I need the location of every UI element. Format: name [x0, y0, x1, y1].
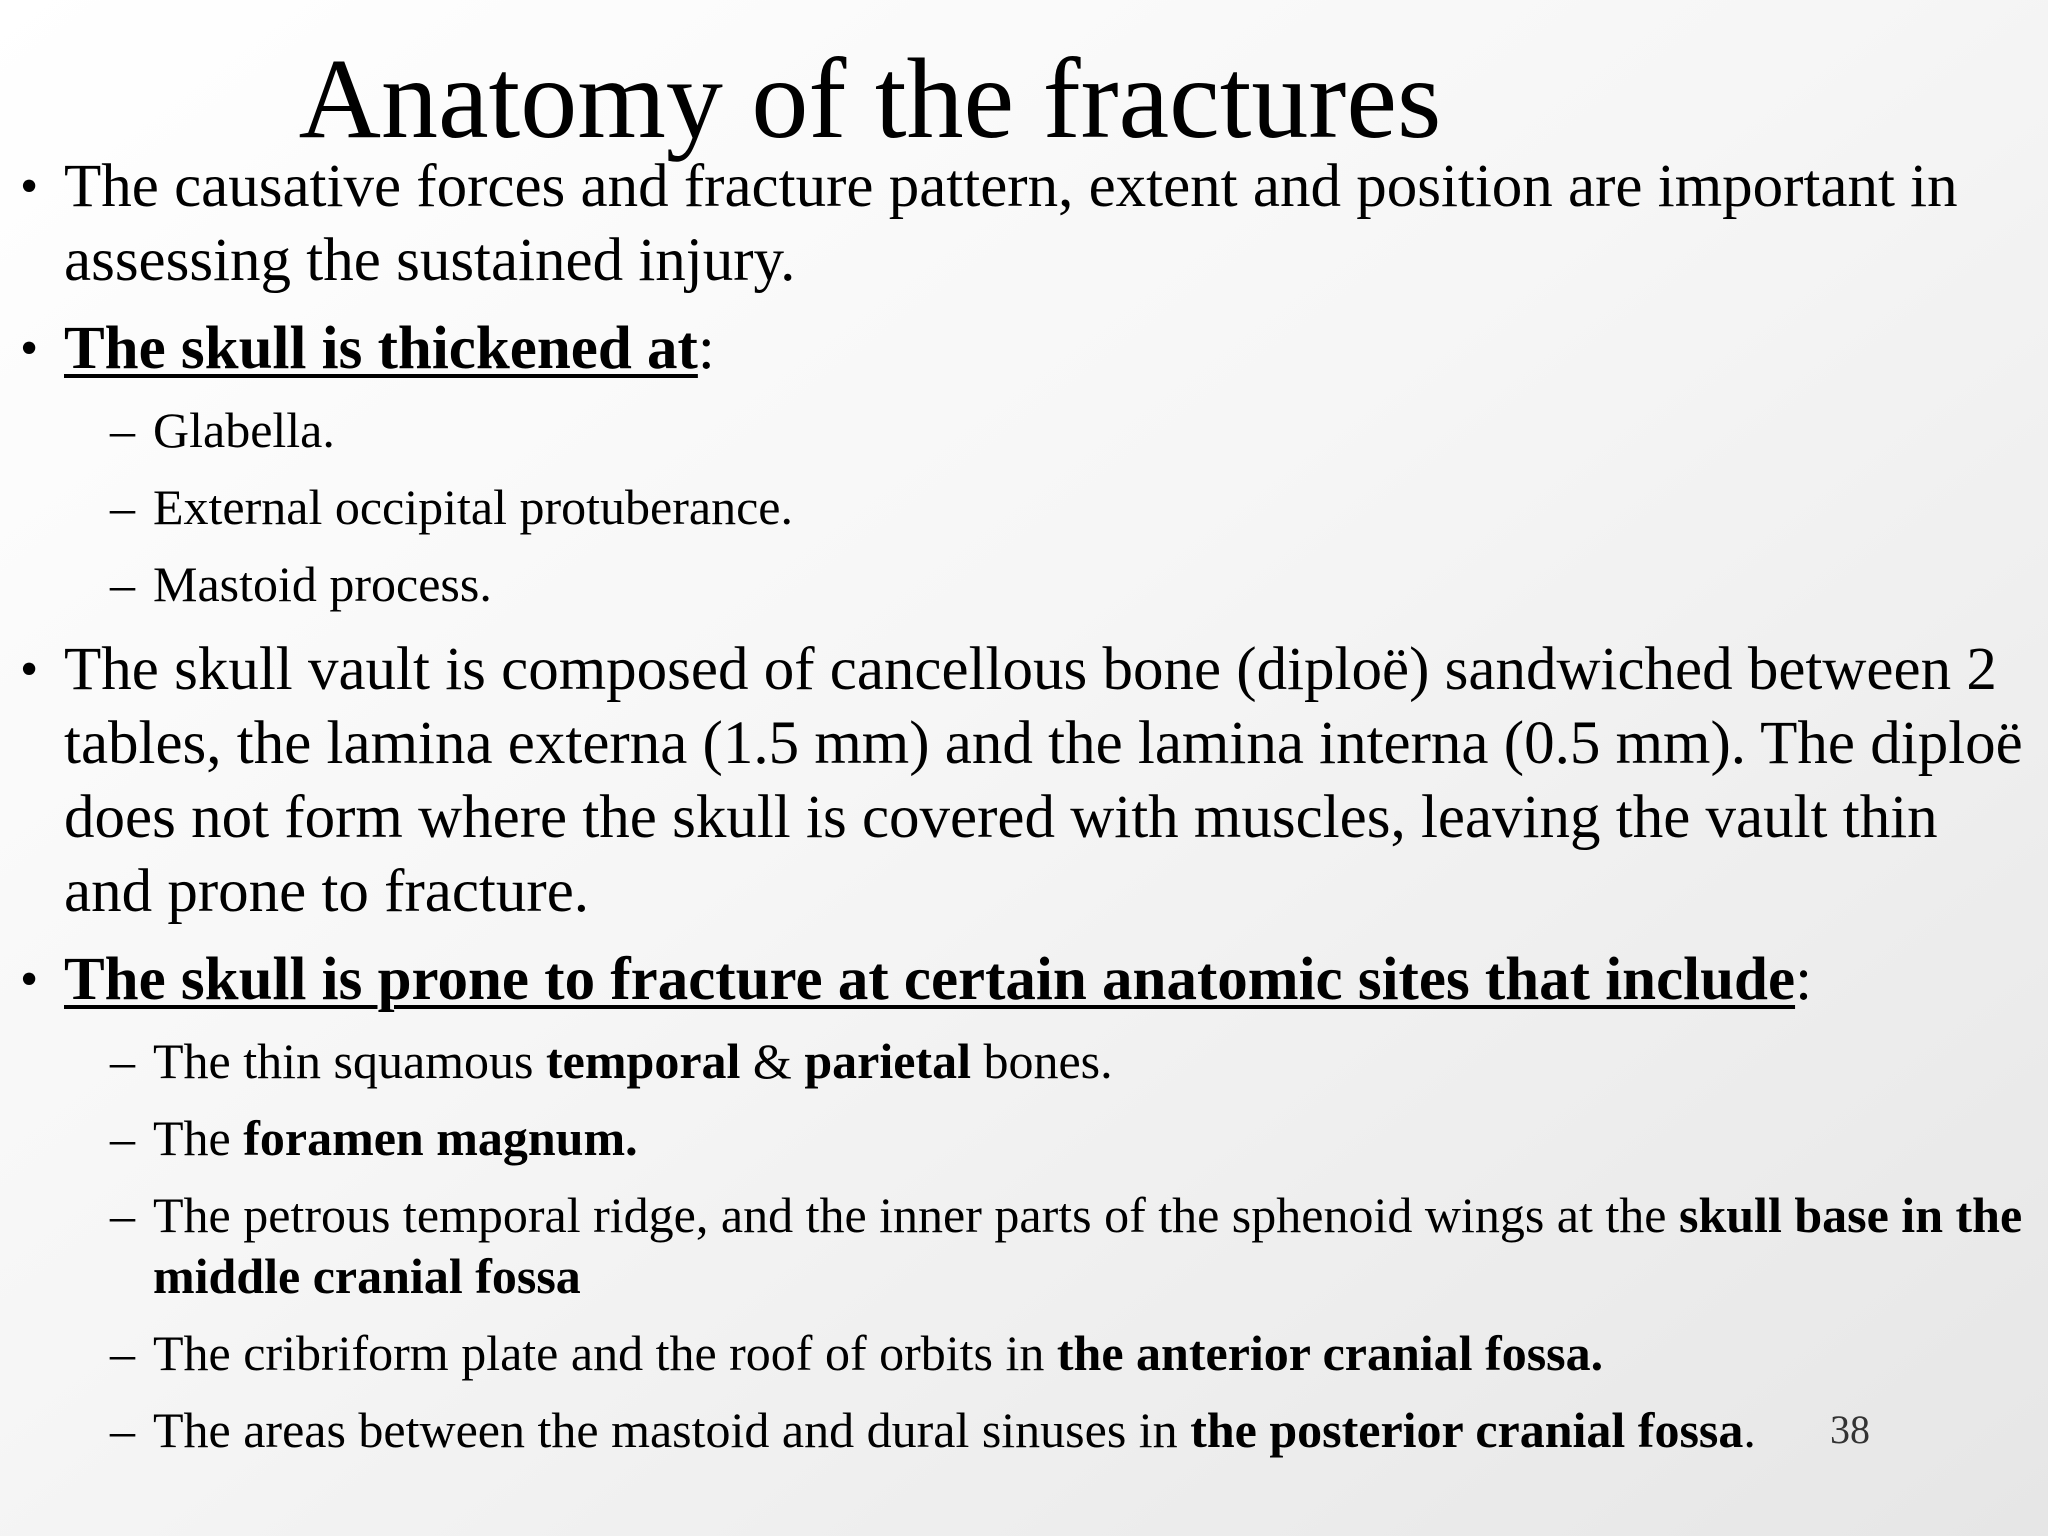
- list-item-text: Mastoid process.: [153, 556, 492, 612]
- list-item: [20, 400, 2030, 461]
- list-item-text: The areas between the mastoid and dural sinuses in: [153, 1402, 1191, 1458]
- list-item: [20, 1323, 2030, 1384]
- list-item: [20, 1108, 2030, 1169]
- list-item: [20, 554, 2030, 615]
- bullet-text: The causative forces and fracture pattern, extent and position are important in assessing the sustained injury.: [64, 153, 1958, 294]
- thickened-sites-list: [20, 400, 2030, 615]
- bullet-heading: The skull is prone to fracture at certain anatomic sites that include: [64, 946, 1796, 1013]
- list-item-text: The thin squamous: [153, 1033, 547, 1089]
- dash-icon: –: [110, 479, 135, 535]
- list-item-text: Glabella.: [153, 402, 335, 458]
- list-item-bold: foramen magnum.: [243, 1110, 638, 1166]
- bullet-text: The skull vault is composed of cancellous bone (diploë) sandwiched between 2 tables, the lamina externa (1.5 mm) and the lamina interna (0.5 mm). The diploë does not form where the skull is covered with muscles, leaving the vault thin and prone to fracture.: [64, 636, 2023, 925]
- list-item-bold: skull base in the middle cranial fossa: [153, 1187, 2023, 1304]
- list-item-text: The cribriform plate and the roof of orbits in: [153, 1325, 1057, 1381]
- bullet-skull-thickened: [20, 312, 2030, 386]
- list-item: [20, 1185, 2030, 1307]
- dash-icon: –: [110, 1325, 135, 1381]
- list-item-text: &: [740, 1033, 805, 1089]
- list-item-bold: parietal: [804, 1033, 971, 1089]
- page-number: 38: [1830, 1407, 1870, 1452]
- list-item: [20, 477, 2030, 538]
- list-item: [20, 1031, 2030, 1092]
- bullet-dot-icon: •: [20, 951, 39, 1008]
- dash-icon: –: [110, 556, 135, 612]
- dash-icon: –: [110, 1033, 135, 1089]
- bullet-heading-suffix: :: [697, 315, 715, 382]
- list-item-text: .: [1743, 1402, 1756, 1458]
- list-item-bold: the posterior cranial fossa: [1190, 1402, 1744, 1458]
- bullet-dot-icon: •: [20, 641, 39, 698]
- list-item-bold: temporal: [546, 1033, 741, 1089]
- bullet-prone-to-fracture: [20, 943, 2030, 1017]
- list-item-text: The petrous temporal ridge, and the inner parts of the sphenoid wings at the: [153, 1187, 1679, 1243]
- list-item: [20, 1400, 2030, 1461]
- list-item-text: bones.: [970, 1033, 1113, 1089]
- slide-title: Anatomy of the fractures: [298, 35, 1442, 162]
- dash-icon: –: [110, 1110, 135, 1166]
- dash-icon: –: [110, 1402, 135, 1458]
- bullet-dot-icon: •: [20, 158, 39, 215]
- bullet-dot-icon: •: [20, 320, 39, 377]
- bullet-causative-forces: [20, 150, 2030, 298]
- dash-icon: –: [110, 1187, 135, 1243]
- list-item-text: The: [153, 1110, 244, 1166]
- bullet-heading: The skull is thickened at: [64, 315, 698, 382]
- bullet-heading-suffix: :: [1795, 946, 1813, 1013]
- fracture-sites-list: [20, 1031, 2030, 1461]
- dash-icon: –: [110, 402, 135, 458]
- slide-content: [20, 150, 2030, 1479]
- list-item-text: External occipital protuberance.: [153, 479, 793, 535]
- list-item-bold: the anterior cranial fossa.: [1056, 1325, 1604, 1381]
- bullet-skull-vault: [20, 633, 2030, 929]
